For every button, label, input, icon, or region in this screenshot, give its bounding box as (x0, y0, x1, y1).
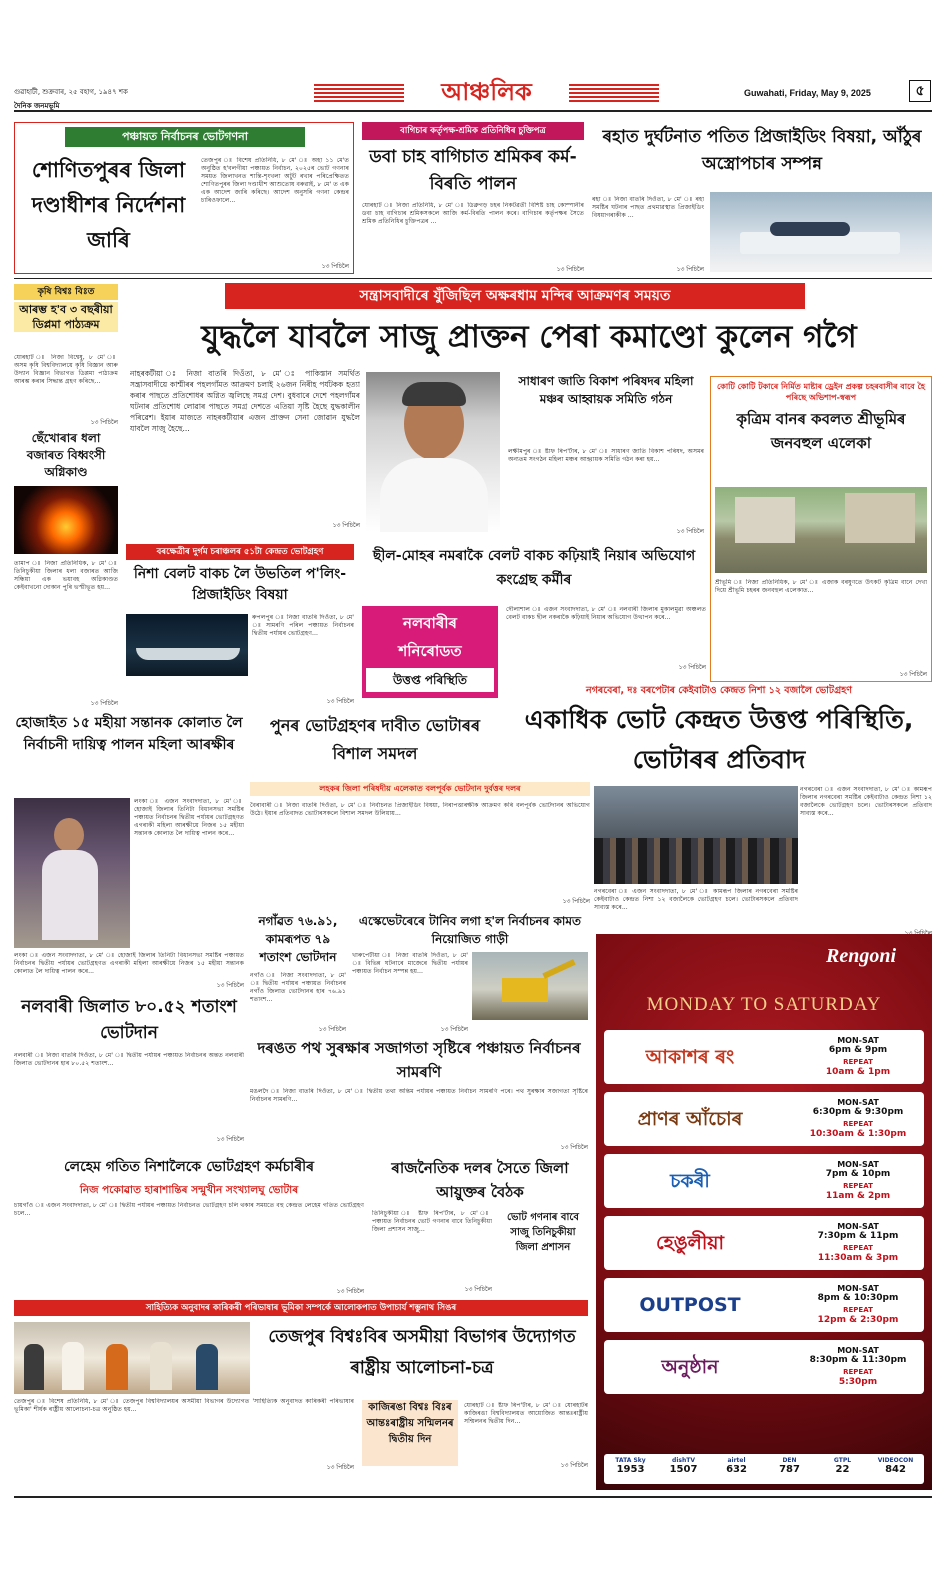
banner-body: নাহৰকটীয়া ঃ নিজা বাতৰি দিওঁতা, ৮ মে' ঃ পাকিস্তান সমৰ্থিত সন্ত্ৰাসবাদীয়ে কাশ্মীৰৰ পহলগাঁমত আক্ৰমণ চলাই ২৬জন নিৰীহ পৰ্যটকক হত্যা কৰাৰ পাছতে প্ৰতিশোধৰ অগ্নিত জ্বলিছে সমগ্ৰ দেশ। বুধবাৰে দেশে পহলগাঁমৰ ঘটনাৰ প্ৰতিশোধ লোৱাৰ পাছতে সমগ্ৰ দেশতে এতিয়া সৃষ্টি হৈছে যুদ্ধকালীন পৰিৱেশ। ইয়াৰ মাজতে নাহৰকটীয়াৰ এজন প্ৰাক্তন সেনা জোৱান যুদ্ধলৈ যাবলৈ সাজু হৈছে... (130, 369, 360, 433)
story-raha-accident (592, 122, 932, 274)
story-women-body: লক্ষীমপুৰ ঃ ষ্টাফ ৰিপ'ৰ্টাৰ, ৮ মে' ঃ সাধাৰণ জাতি বিকাশ পৰিষদ, অসমৰ অন্যতম সংগঠন মহিলা মঞ্চৰ আহ্বায়ক সমিতি গঠন কৰা হয়... (508, 448, 704, 463)
story-nagaon-headline: নগাঁৱত ৭৬.৯১, কামৰূপত ৭৯ শতাংশ ভোটদান (258, 914, 338, 964)
masthead-rule (14, 110, 932, 112)
story-dc-meeting (372, 1156, 588, 1296)
fire-photo (14, 486, 118, 554)
nalbari-box-line3: উত্তপ্ত পৰিস্থিতি (366, 668, 494, 692)
rule-top-section (14, 278, 932, 279)
story-dc-headline: ৰাজনৈতিক দলৰ সৈতে জিলা আয়ুক্তৰ বৈঠক (391, 1159, 569, 1201)
story-tezpur-body: তেজপুৰ ঃ বিশেষ প্ৰতিনিধি, ৮ মে' ঃ তেজপুৰ বিশ্ববিদ্যালয়ৰ অসমীয়া বিভাগৰ উদ্যোগত 'সাহিত্যিক অনুবাদত কাৰিকৰী পৰিভাষাৰ ভূমিকা' শীৰ্ষক ৰাষ্ট্ৰীয় আলোচনা-চত্ৰ অনুষ্ঠিত হয়... (14, 1398, 354, 1413)
story-voter-protest-kicker: নগৰবেৰা, দঃ বৰপেটাৰ কেইবাটাও কেন্দ্ৰত নিশা ১২ বজালৈ ভোটগ্ৰহণ (586, 685, 852, 696)
story-ballot-kicker: বৰক্ষেত্ৰীৰ দুৰ্গম চৰাঞ্চলৰ ৫১টা কেন্দ্ৰত ভোটগ্ৰহণ (126, 544, 354, 560)
story-fire-continued: ১৩ পিচিলৈ (90, 700, 118, 707)
story-agri-body: যোৰহাট ঃ নিজা বিশ্বেষু, ৮ মে' ঃ অসম কৃষি বিশ্ববিদ্যালয়ে কৃষি বিজ্ঞান আৰু উদ্যান বিজ্ঞান বিভাগত ডিপ্লমা পাঠ্যক্ৰম আৰম্ভ কৰাৰ সিদ্ধান্ত গ্ৰহণ কৰিছে... (14, 354, 118, 385)
ad-channel-strip (604, 1454, 924, 1484)
ad-show-row (604, 1278, 924, 1332)
story-repoll-body: বৈৰাবাৰী ঃ নিজা বাতৰি দিওঁতা, ৮ মে' ঃ নিৰ্বাচনত প্ৰিজাইডিং বিষয়া, নিৰাপত্তাৰক্ষীক আক্ৰমণ কৰি বলপূৰ্বক ভোটদানৰ অভিযোগ উঠে। ইয়াৰ প্ৰতিবাদত ভোটাৰসকলে বিশাল সমদল উলিয়ায়... (250, 802, 590, 817)
story-agri-university (14, 284, 118, 426)
ad-channel (763, 1454, 816, 1484)
story-women-headline: সাধাৰণ জাতি বিকাশ পৰিষদৰ মহিলা মঞ্চৰ আহ্বায়ক সমিতি গঠন (518, 374, 694, 406)
story-dc-side-headline: ভোট গণনাৰ বাবে সাজু তিনিচুকীয়া জিলা প্ৰশাসন (507, 1212, 579, 1253)
ad-channel-name: airtel (727, 1457, 746, 1464)
story-seal-body: দৌলাশাল ঃ এজন সংবাদদাতা, ৮ মে' ঃ নলবাৰী জিলাৰ মুকালমুৱা অঞ্চলত বেলট বাকচ ছীল নকৰাকৈ কঢ়িয়াই নিয়াৰ অভিযোগ উত্থাপন কৰে... (506, 606, 706, 621)
story-kaziranga-conference (362, 1400, 588, 1470)
ad-channel-number: 787 (779, 1464, 800, 1475)
story-agri-kicker: কৃষি বিশ্বঃ বিঃত (14, 284, 118, 300)
story-fire-headline: ছেঁখোৰাৰ ধলা বজাৰত বিধ্বংসী অগ্নিকাণ্ড (26, 431, 106, 479)
ad-show-repeat-time: 5:30pm (838, 1377, 878, 1387)
ad-show-title: OUTPOST (639, 1294, 741, 1316)
ad-show-title: প্ৰাণৰ আঁচোৰ (637, 1108, 743, 1130)
ad-show-repeat-label: REPEAT (843, 1182, 873, 1190)
story-nalbari-body: নলবাৰী ঃ নিজা বাতৰি দিওঁতা, ৮ মে' ঃ দ্বিতীয় পৰ্যায়ৰ পঞ্চায়ত নিৰ্বাচনৰ অন্তত নলবাৰী জিলাত ভোটদানৰ হাৰ ৮০.৫২ শতাংশ... (14, 1052, 244, 1067)
story-women-continued: ১৩ পিচিলৈ (676, 528, 704, 535)
masthead (14, 78, 932, 112)
ad-show-time: 7:30pm & 11pm (817, 1231, 899, 1241)
story-excavator-body: খাৰুপেটীয়া ঃ নিজা বাতৰি দিওঁতা, ৮ মে' ঃ বিভিন্ন ঘটনাৰে মাজেৰে দ্বিতীয় পৰ্যায়ৰ পঞ্চায়ত নিৰ্বাচন সম্পন্ন হয়... (352, 952, 468, 975)
ad-show-time: 7pm & 10pm (825, 1169, 891, 1179)
ad-show-repeat-time: 10am & 1pm (825, 1067, 891, 1077)
story-kaziranga-body: যোৰহাট ঃ ষ্টাফ ৰিপ'ৰ্টাৰ, ৮ মে' ঃ যোৰহাটৰ কাজিৰঙা বিশ্ববিদ্যালয়ত আয়োজিত আন্তঃৰাষ্ট্ৰীয় সন্মিলনৰ দ্বিতীয় দিন... (464, 1402, 588, 1425)
ad-channel (710, 1454, 763, 1484)
kulen-gogoi-portrait (366, 372, 500, 532)
story-doba-kicker: বাগিচাৰ কৰ্তৃপক্ষ-শ্ৰমিক প্ৰতিনিধিৰ চুক্তিপত্ৰ (362, 122, 584, 140)
ad-show-row (604, 1154, 924, 1208)
masthead-date-assamese: গুৱাহাটী, শুক্ৰবাৰ, ২৫ বহাগ, ১৯৪৭ শক (14, 88, 128, 96)
story-flood-kicker: কোটি কোটি টকাৰে নিৰ্মিত মাষ্টাৰ ড্ৰেইন প্ৰকল্প চহৰবাসীৰ বাবে হৈ পৰিছে অভিশাপ-স্বৰূপ (717, 382, 925, 402)
story-doba-headline: ডবা চাহ বাগিচাত শ্ৰমিকৰ কৰ্ম-বিৰতি পালন (369, 147, 577, 194)
masthead-stripes-right (569, 84, 659, 102)
story-darrang-continued: ১৩ পিচিলৈ (560, 1144, 588, 1151)
story-hojai-headline: হোজাইত ১৫ মহীয়া সন্তানক কোলাত লৈ নিৰ্বাচনী দায়িত্ব পালন মহিলা আৰক্ষীৰ (15, 715, 243, 753)
ad-show-row (604, 1030, 924, 1084)
story-slow-kicker: নিজ পকোৱাত হাৰাশান্তিৰ সন্মুখীন সংখ্যালঘু ভোটাৰ (79, 1184, 299, 1196)
story-agri-continued: ১৩ পিচিলৈ (90, 419, 118, 426)
story-slow-body: চায়গাঁও ঃ এজন সংবাদদাতা, ৮ মে' ঃ দ্বিতীয় পৰ্যায়ৰ পঞ্চায়ত নিৰ্বাচনত ভোটগ্ৰহণ চলি থকাৰ সময়তে বহু কেন্দ্ৰত লেহেম গতিত ভোটগ্ৰহণ চলে... (14, 1202, 364, 1217)
ad-show-time: 6:30pm & 9:30pm (812, 1107, 904, 1117)
story-repoll-kicker: লহকৰ জিলা পৰিষদীয় এলেকাত বলপূৰ্বক ভোটদান দুৰ্বত্তৰ দলৰ (250, 782, 590, 796)
story-slow-continued: ১৩ পিচিলৈ (336, 1288, 364, 1295)
banner-continued: ১৩ পিচিলৈ (332, 522, 360, 529)
story-dc-body: তিনিচুকীয়া ঃ ষ্টাফ ৰিপ'ৰ্টাৰ, ৮ মে' ঃ পঞ্চায়ত নিৰ্বাচনৰ ভোট গণনাৰ বাবে তিনিচুকীয়া জিলা প্ৰশাসন সাজু... (372, 1210, 492, 1233)
masthead-date-english: Guwahati, Friday, May 9, 2025 (744, 88, 871, 98)
story-ballot-body: ৰুপলপুৰ ঃ নিজা বাতৰি দিওঁতা, ৮ মে' ঃ সামৰণি পৰিল পঞ্চায়ত নিৰ্বাচনৰ দ্বিতীয় পৰ্যায়ৰ ভোটগ্ৰহণ... (252, 614, 354, 637)
story-darrang-body: মঙলদৈ ঃ নিজা বাতৰি দিওঁতা, ৮ মে' ঃ দ্বিতীয় তথা অন্তিম পৰ্যায়ৰ পঞ্চায়ত নিৰ্বাচন সামৰণি পৰে। পথ সুৰক্ষাৰ সজাগতা সৃষ্টিৰে নিৰ্বাচনৰ সামৰণি... (250, 1088, 588, 1103)
story-agri-headline: আৰম্ভ হ'ব ৩ বছৰীয়া ডিপ্লমা পাঠ্যক্ৰম (14, 302, 118, 332)
ad-show-days: MON-SAT (837, 1284, 879, 1293)
story-tezpur-headline: তেজপুৰ বিশ্বঃবিৰ অসমীয়া বিভাগৰ উদ্যোগত ৰাষ্ট্ৰীয় আলোচনা-চত্ৰ (268, 1327, 576, 1378)
story-darrang-road-safety (250, 1036, 588, 1152)
story-nalbari-continued: ১৩ পিচিলৈ (216, 1136, 244, 1143)
ad-show-time: 8pm & 10:30pm (817, 1293, 899, 1303)
ad-show-repeat-label: REPEAT (843, 1058, 873, 1066)
story-flood-body: শ্ৰীভূমি ঃ নিজা প্ৰতিনিধিক, ৮ মে' ঃ এজাক বৰষুণতে উৎকট কৃত্ৰিম বানে দেখা দিয়ে শ্ৰীভূমি চহৰৰ জনবহুল এলেকাত... (715, 579, 927, 594)
story-hojai-continued: ১৩ পিচিলৈ (216, 982, 244, 989)
ad-channel-number: 1507 (669, 1464, 698, 1475)
ad-show-repeat-time: 11:30am & 3pm (817, 1253, 899, 1263)
story-nalbari-headline: নলবাৰী জিলাত ৮০.৫২ শতাংশ ভোটদান (21, 997, 237, 1043)
story-sonitpur-headline: শোণিতপুৰৰ জিলা দণ্ডাধীশৰ নিৰ্দেশনা জাৰি (31, 158, 186, 252)
rengoni-logo: Rengoni (825, 945, 897, 967)
story-women-forum (508, 372, 704, 536)
ad-channel (869, 1454, 922, 1484)
story-ballot-continued: ১৩ পিচিলৈ (326, 698, 354, 705)
story-hojai-body: লংকা ঃ এজন সংবাদদাতা, ৮ মে' ঃ হোজাই জিলাৰ তিনিটা বিধানসভা সমষ্টিৰ পঞ্চায়ত নিৰ্বাচনৰ দ্বিতীয় পৰ্যায়ৰ ভোটগ্ৰহণত এগৰাকী মহিলা আৰক্ষীয়ে নিজৰ ১৫ মহীয়া সন্তানক কোলাত লৈ দায়িত্ব পালন কৰে... (134, 798, 244, 837)
crowd-photo (594, 786, 798, 884)
story-ballot-headline: নিশা বেলট বাকচ লৈ উভতিল প'লিং-প্ৰিজাইডিং বিষয়া (133, 566, 347, 603)
ad-show-row (604, 1216, 924, 1270)
ad-channel-number: 22 (835, 1464, 850, 1475)
story-raha-headline: ৰহাত দুৰ্ঘটনাত পতিত প্ৰিজাইডিং বিষয়া, আঁঠুৰ অস্ত্ৰোপচাৰ সম্পন্ন (602, 127, 922, 174)
story-nagaon-body: নগাঁও ঃ নিজা সংবাদদাতা, ৮ মে' ঃ দ্বিতীয় পৰ্যায়ৰ পঞ্চায়ত নিৰ্বাচনৰ নগাঁও জিলাত ভোটদানৰ হাৰ ৭৬.৯১ শতাংশ... (250, 972, 346, 1003)
story-dc-continued: ১৩ পিচিলৈ (464, 1286, 492, 1293)
story-flood-headline: কৃত্ৰিম বানৰ কবলত শ্ৰীভূমিৰ জনবহুল এলেকা (736, 410, 906, 452)
ad-channel-name: dishTV (672, 1457, 695, 1464)
boat-night-photo (126, 614, 248, 676)
story-nagaon-turnout (250, 912, 346, 1032)
story-doba-continued: ১৩ পিচিলৈ (556, 266, 584, 273)
ad-channel-number: 1953 (616, 1464, 645, 1475)
page-number: ৫ (909, 80, 931, 102)
story-hojai-body-lower: লংকা ঃ এজন সংবাদদাতা, ৮ মে' ঃ হোজাই জিলাৰ তিনিটা বিধানসভা সমষ্টিৰ পঞ্চায়ত নিৰ্বাচনৰ দ্বিতীয় পৰ্যায়ৰ ভোটগ্ৰহণত এগৰাকী মহিলা আৰক্ষীয়ে নিজৰ ১৫ মহীয়া সন্তানক কোলাত লৈ দায়িত্ব পালন কৰে... (14, 952, 244, 975)
story-slow-headline: লেহেম গতিত নিশালৈকে ভোটগ্ৰহণ কৰ্মচাৰীৰ (63, 1159, 315, 1175)
ad-channel (657, 1454, 710, 1484)
ad-channel-number: 842 (885, 1464, 906, 1475)
story-kaziranga-continued: ১৩ পিচিলৈ (560, 1462, 588, 1469)
nalbari-box-line1: নলবাৰীৰ (402, 614, 457, 632)
story-excavator-continued: ১৩ পিচিলৈ (440, 1026, 468, 1033)
masthead-stripes-left (314, 84, 404, 102)
ad-channel-name: VIDEOCON (877, 1457, 914, 1464)
story-hojai-mother (14, 712, 244, 990)
story-doba-body: যোৰহাট ঃ নিজা প্ৰতিনিধি, ৮ মে' ঃ ডিব্ৰুগড় চহৰ নিকটৱৰ্তী বিশিষ্ট চাহ কোম্পানীৰ ডবা চাহ বাগিচাৰ শ্ৰমিকসকলে আজি কৰ্ম-বিৰতি পালন কৰে। বাগিচাৰ কৰ্তৃপক্ষৰ সৈতে শ্ৰমিক প্ৰতিনিধিৰ চুক্তিপত্ৰৰ ... (362, 202, 584, 225)
ad-show-repeat-time: 10:30am & 1:30pm (809, 1129, 907, 1139)
ad-show-repeat-label: REPEAT (843, 1120, 873, 1128)
seminar-photo (14, 1322, 250, 1394)
story-nalbari-turnout (14, 994, 244, 1146)
ad-channel (604, 1454, 657, 1484)
rengoni-advertisement (596, 934, 932, 1490)
story-excavator (352, 912, 588, 1032)
hospital-photo (710, 192, 932, 272)
bottom-rule (14, 1496, 932, 1498)
story-flood-continued: ১৩ পিচিলৈ (899, 671, 927, 678)
story-excavator-headline: এস্কেভেটৰেৰে টানিব লগা হ'ল নিৰ্বাচনৰ কামত নিয়োজিত গাড়ী (358, 914, 582, 946)
story-sonitpur-continued: ১৩ পিচিলৈ (321, 263, 349, 270)
story-voter-protest-body: নগৰবেৰা ঃ এজন সংবাদদাতা, ৮ মে' ঃ কামৰূপ জিলাৰ নগৰবেৰা সমষ্টিৰ কেইবাটাও কেন্দ্ৰত নিশা ১২ বজালৈকে ভোটগ্ৰহণ চলে। ভোটাৰসকলে প্ৰতিবাদ সাব্যস্ত কৰে... (800, 786, 932, 817)
story-ballot-night (126, 544, 354, 708)
ad-show-days: MON-SAT (837, 1160, 879, 1169)
ad-show-repeat-label: REPEAT (843, 1368, 873, 1376)
ad-show-repeat-time: 11am & 2pm (825, 1191, 891, 1201)
ad-show-time: 6pm & 9pm (828, 1045, 888, 1055)
story-tezpur-continued: ১৩ পিচিলৈ (326, 1464, 354, 1471)
ad-show-title: হেঙুলীয়া (656, 1232, 724, 1254)
excavator-photo (472, 952, 588, 1020)
story-nagaon-continued: ১৩ পিচিলৈ (318, 1026, 346, 1033)
nalbari-tension-box (362, 606, 498, 698)
ad-show-title: চকৰী (670, 1170, 710, 1192)
story-darrang-headline: দৰঙত পথ সুৰক্ষাৰ সজাগতা সৃষ্টিৰে পঞ্চায়ত নিৰ্বাচনৰ সামৰণি (257, 1039, 581, 1081)
story-seal-continued: ১৩ পিচিলৈ (678, 664, 706, 671)
ad-show-title: অনুষ্ঠান (661, 1356, 719, 1378)
ad-show-row (604, 1092, 924, 1146)
banner-headline: যুদ্ধলৈ যাবলৈ সাজু প্ৰাক্তন পেৰা কমাণ্ডো কুলেন গগৈ (201, 319, 857, 355)
flood-photo (715, 487, 927, 573)
masthead-tagline: দৈনিক জনমভূমি (14, 102, 60, 110)
ad-show-title: আকাশৰ ৰং (645, 1046, 735, 1068)
story-raha-body: ৰহা ঃ নিজা বাতৰি দিওঁতা, ৮ মে' ঃ ৰহা সমষ্টিৰ ঘটনাৰ পাছত প্ৰথমাৱস্থাত প্ৰিজাইডিং বিষয়াগৰাকীক ... (592, 196, 704, 219)
story-fire (14, 430, 118, 708)
story-fire-body: তামাপ ঃ নিজা প্ৰতিনিধিক, ৮ মে' ঃ তিনিচুকীয়া জিলাৰ ধলা বজাৰত আজি সন্ধিয়া এক ভয়াবহ অগ্নিকাণ্ডত কেইবাখনো দোকান পুৰি ভস্মীভূত হয়... (14, 560, 118, 591)
ad-channel (816, 1454, 869, 1484)
story-sonitpur-kicker: পঞ্চায়ত নিৰ্বাচনৰ ভোটগণনা (65, 127, 305, 147)
story-doba-tea (362, 122, 584, 274)
story-repoll-headline: পুনৰ ভোটগ্ৰহণৰ দাবীত ভোটাৰৰ বিশাল সমদল (270, 716, 480, 763)
ad-show-days: MON-SAT (837, 1222, 879, 1231)
ad-show-repeat-time: 12pm & 2:30pm (817, 1315, 899, 1325)
story-repoll-rally (250, 712, 590, 908)
story-tezpur-kicker: সাহিত্যিক অনুবাদৰ কাৰিকৰী পৰিভাষাৰ ভূমিকা সম্পৰ্কে আলোকপাত উপাচাৰ্য শম্ভুনাথ সিঙৰ (14, 1300, 588, 1316)
story-slow-polling (14, 1156, 364, 1296)
story-raha-continued: ১৩ পিচিলৈ (676, 266, 704, 273)
masthead-logo: আঞ্চলিক (441, 78, 532, 106)
ad-headline: MONDAY TO SATURDAY (646, 994, 882, 1015)
banner-kicker: সন্ত্ৰাসবাদীৰে যুঁজিছিল অক্ষৰধাম মন্দিৰ আক্ৰমণৰ সময়ত (225, 283, 805, 309)
ad-show-repeat-label: REPEAT (843, 1306, 873, 1314)
ad-channel-number: 632 (726, 1464, 747, 1475)
ad-show-repeat-label: REPEAT (843, 1244, 873, 1252)
story-sonitpur-body: তেজপুৰ ঃ বিশেষ প্ৰতিনিধি, ৮ মে' ঃ অহা ১১ মে'ত অনুষ্ঠিত হ'বলগীয়া পঞ্চায়ত নিৰ্বাচন, ২০২৫ৰ ভোট গণনাৰ সময়ত জিলাখনত শান্তি-শৃংখলা অটুট ৰখাৰ পৰিপ্ৰেক্ষিতত শোণিতপুৰৰ জিলা দণ্ডাধীশ আশুতোষ বৰুৱাই, ৮ মে' ত এক এক আদেশ জাৰি কৰিছে। আদেশ অনুসৰি গণনা কেন্দ্ৰৰ চাৰিওফালে... (201, 157, 349, 204)
ad-show-days: MON-SAT (837, 1098, 879, 1107)
story-voter-protest-body-lower: নগৰবেৰা ঃ এজন সংবাদদাতা, ৮ মে' ঃ কামৰূপ জিলাৰ নগৰবেৰা সমষ্টিৰ কেইবাটাও কেন্দ্ৰত নিশা ১২ বজালৈকে ভোটগ্ৰহণ চলে। ভোটাৰসকলে প্ৰতিবাদ সাব্যস্ত কৰে... (594, 888, 798, 911)
ad-show-time: 8:30pm & 11:30pm (809, 1355, 907, 1365)
nalbari-box-line2: শনিৰোডত (398, 642, 462, 660)
ad-show-days: MON-SAT (837, 1036, 879, 1045)
woman-police-photo (14, 798, 130, 948)
story-repoll-continued: ১৩ পিচিলৈ (562, 898, 590, 905)
ad-channel-name: TATA Sky (615, 1457, 646, 1464)
story-sribhumi-flood (710, 376, 932, 682)
story-seal-headline: ছীল-মোহৰ নমৰাকৈ বেলট বাকচ কঢ়িয়াই নিয়াৰ অভিযোগ কংগ্ৰেছ কৰ্মীৰ (372, 548, 696, 588)
story-sonitpur-box (14, 122, 354, 274)
ad-show-row (604, 1340, 924, 1394)
story-kaziranga-headline: কাজিৰঙা বিশ্বঃ বিঃৰ আন্তঃৰাষ্ট্ৰীয় সন্মিলনৰ দ্বিতীয় দিন (362, 1400, 458, 1466)
ad-channel-name: DEN (782, 1457, 797, 1464)
story-voter-protest-headline: একাধিক ভোট কেন্দ্ৰত উত্তপ্ত পৰিস্থিতি, ভোটাৰৰ প্ৰতিবাদ (524, 705, 914, 774)
ad-show-days: MON-SAT (837, 1346, 879, 1355)
ad-show-list (596, 1030, 932, 1440)
ad-channel-name: GTPL (833, 1457, 852, 1464)
